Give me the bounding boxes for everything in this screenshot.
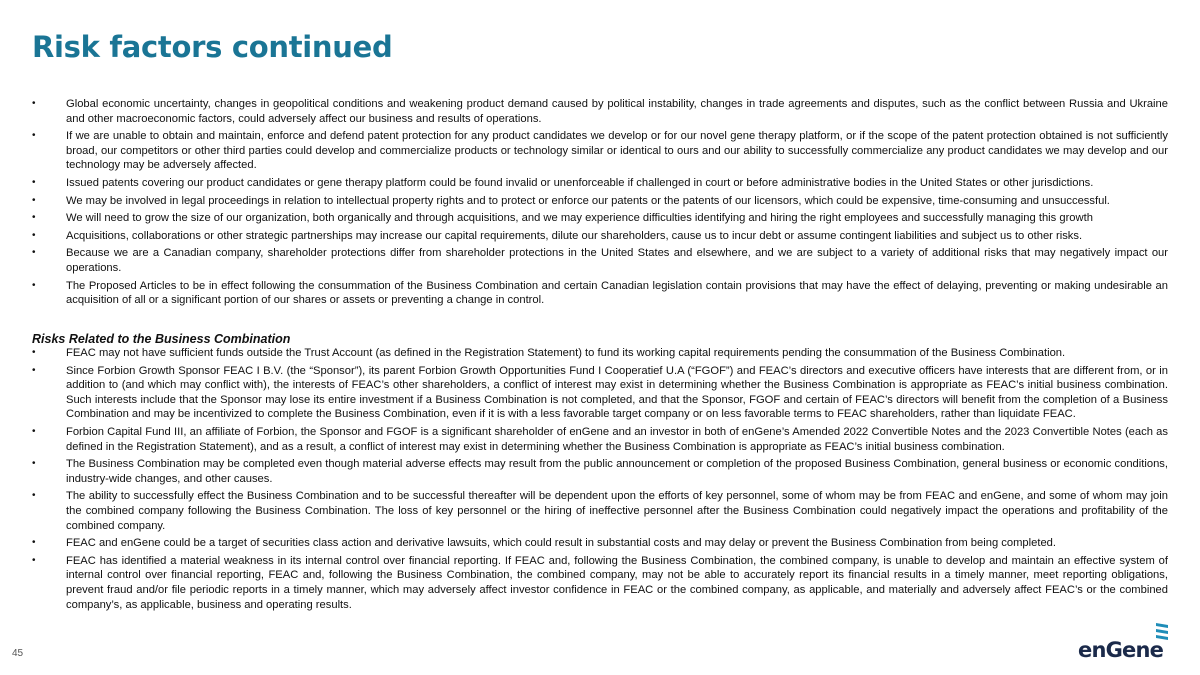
bullet-icon: •: [32, 98, 36, 109]
list-item-text: Acquisitions, collaborations or other strategic partnerships may increase our capital requirements, dilute our shareholders, cause us to incur debt or assume contingent liabilities and subject us to other risks.: [66, 229, 1083, 242]
list-item-text: Issued patents covering our product candidates or gene therapy platform could be found invalid or unenforceable if challenged in court or before administrative bodies in the United States or other jurisdictions.: [66, 176, 1094, 189]
business-combination-risk-item: [32, 554, 1168, 612]
list-item-text: We may be involved in legal proceedings in relation to intellectual property rights and to protect or enforce our patents or the patents of our licensors, which could be expensive, time-consuming and unsuccessful.: [66, 194, 1110, 207]
business-combination-risk-item: [32, 346, 1168, 361]
business-combination-risks-list: [32, 346, 1168, 615]
risk-item: [32, 129, 1168, 173]
business-combination-risk-item: [32, 457, 1168, 486]
bullet-icon: •: [32, 279, 36, 291]
list-item-text: Since Forbion Growth Sponsor FEAC I B.V. (the “Sponsor”), its parent Forbion Growth Opportunities Fund I Cooperatief U.A (“FGOF”) and FEAC’s directors and executive officers have interests that are different from, or in addition to (and which may conflict with), the interests of FEAC’s other shareholders, a conflict of interest may exist in determining whether the Business Combination is appropriate as FEAC’s initial business combination. Such interests include that the Sponsor may lose its entire investment if a Business Combination is not completed, and that the Sponsor, FGOF and certain of FEAC’s directors will benefit from the completion of a Business Combination and may be incentivized to complete the Business Combination, even if it is with a less favorable target company or on less favorable terms to FEAC shareholders, rather than liquidate FEAC.: [66, 364, 1168, 421]
risk-item: [32, 194, 1168, 209]
bullet-icon: •: [32, 425, 36, 437]
general-risks-list: [32, 97, 1168, 311]
business-combination-heading: Risks Related to the Business Combination: [32, 332, 291, 346]
bullet-icon: •: [32, 537, 36, 549]
list-item-text: We will need to grow the size of our organization, both organically and through acquisitions, and we may experience difficulties identifying and hiring the right employees and successfully managing this growth: [66, 212, 1093, 225]
page-number: 45: [12, 648, 24, 659]
bullet-icon: •: [32, 458, 36, 470]
risk-item: [32, 279, 1168, 308]
bullet-icon: •: [32, 212, 36, 224]
business-combination-risk-item: [32, 425, 1168, 454]
list-item-text: FEAC may not have sufficient funds outside the Trust Account (as defined in the Registration Statement) to fund its working capital requirements pending the consummation of the Business Combination.: [66, 347, 1066, 359]
list-item-text: Global economic uncertainty, changes in geopolitical conditions and weakening product demand caused by political instability, changes in trade agreements and disputes, such as the conflict between Russia and Ukraine and other macroeconomic factors, could adversely affect our business and results of operations.: [66, 98, 1168, 125]
list-item-text: FEAC has identified a material weakness in its internal control over financial reporting. If FEAC and, following the Business Combination, the combined company, is unable to develop and maintain an effective system of internal control over financial reporting, FEAC and, following the Business Combination, the combined company, may not be able to accurately report its financial results in a timely manner, meet reporting obligations, prevent fraud and/or file periodic reports in a timely manner, which may adversely affect investor confidence in FEAC or the combined company, as applicable, and materially and adversely affect FEAC’s or the combined company’s, as applicable, business and operating results.: [66, 554, 1168, 611]
risk-item: [32, 97, 1168, 126]
risk-item: [32, 229, 1168, 244]
page-title: Risk factors continued: [32, 30, 393, 64]
risk-item: [32, 176, 1168, 191]
list-item-text: Because we are a Canadian company, shareholder protections differ from shareholder protections in the United States and elsewhere, and we are subject to a variety of additional risks that may negatively impact our operations.: [66, 247, 1168, 274]
list-item-text: The ability to successfully effect the Business Combination and to be successful thereafter will be dependent upon the efforts of key personnel, some of whom may be from FEAC and enGene, and some of whom may join the combined company following the Business Combination. The loss of key personnel or the hiring of ineffective personnel after the Business Combination could negatively impact the operations and profitability of the combined company.: [66, 490, 1168, 532]
bullet-icon: •: [32, 347, 36, 358]
logo-text: enGene: [1078, 638, 1164, 662]
engene-logo: [1078, 622, 1178, 662]
bullet-icon: •: [32, 554, 36, 566]
bullet-icon: •: [32, 130, 36, 142]
bullet-icon: •: [32, 176, 36, 188]
bullet-icon: •: [32, 194, 36, 206]
business-combination-risk-item: [32, 536, 1168, 551]
bullet-icon: •: [32, 364, 36, 376]
list-item-text: If we are unable to obtain and maintain, enforce and defend patent protection for any product candidates we develop or for our novel gene therapy platform, or if the scope of the patent protection obtained is not sufficiently broad, our competitors or other third parties could develop and commercialize products or technology similar or identical to ours and our ability to successfully commercialize any product candidates we may develop and our technology may be adversely affected.: [66, 130, 1168, 172]
engene-mark-icon: [1154, 622, 1170, 642]
list-item-text: Forbion Capital Fund III, an affiliate of Forbion, the Sponsor and FGOF is a significant shareholder of enGene and an investor in both of enGene’s Amended 2022 Convertible Notes and the 2023 Convertible Notes (each as defined in the Registration Statement), and as a result, a conflict of interest may exist in determining whether the Business Combination is appropriate as FEAC’s initial business combination.: [66, 425, 1168, 453]
bullet-icon: •: [32, 247, 36, 259]
list-item-text: FEAC and enGene could be a target of securities class action and derivative lawsuits, which could result in substantial costs and may delay or prevent the Business Combination from being completed.: [66, 537, 1056, 550]
bullet-icon: •: [32, 490, 36, 502]
business-combination-risk-item: [32, 364, 1168, 422]
risk-item: [32, 246, 1168, 275]
list-item-text: The Business Combination may be completed even though material adverse effects may result from the public announcement or completion of the proposed Business Combination, general business or economic conditions, industry-wide changes, and other causes.: [66, 458, 1168, 485]
business-combination-risk-item: [32, 489, 1168, 533]
list-item-text: The Proposed Articles to be in effect following the consummation of the Business Combination and certain Canadian legislation contain provisions that may have the effect of delaying, preventing or making undesirable an acquisition of all or a significant portion of our shares or assets or preventing a change in control.: [66, 279, 1168, 307]
risk-item: [32, 211, 1168, 226]
bullet-icon: •: [32, 229, 36, 241]
